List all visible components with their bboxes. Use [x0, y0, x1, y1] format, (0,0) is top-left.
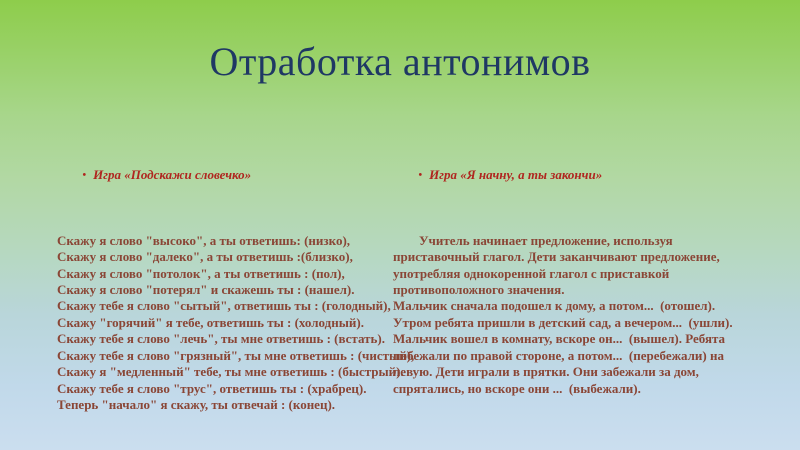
text-line: спрятались, но вскоре они ... (выбежали).	[393, 380, 641, 396]
bullet-icon: •	[81, 168, 86, 181]
slide-title: Отработка антонимов	[209, 39, 591, 84]
left-column-lines	[57, 232, 415, 413]
text-line: Скажу я слово "потерял" и скажешь ты : (нашел).	[57, 282, 355, 298]
text-line: Мальчик вошел в комнату, вскоре он... (вышел). Ребята	[393, 331, 726, 347]
text-line: Скажу я слово "высоко", а ты ответишь: (низко),	[57, 232, 351, 248]
right-game-heading-label: Игра «Я начну, а ты закончи»	[429, 167, 603, 183]
bullet-icon: •	[417, 168, 422, 181]
left-column	[57, 118, 415, 446]
text-line: Мальчик сначала подошел к дому, а потом... (отошел).	[393, 298, 716, 314]
right-column-lines	[393, 233, 793, 397]
left-game-heading	[57, 151, 393, 200]
text-line: Скажу "горячий" я тебе, ответишь ты : (холодный).	[57, 314, 364, 330]
text-line: Скажу тебе я слово "грязный", ты мне ответишь : (чистый),	[57, 347, 415, 363]
right-game-heading	[393, 151, 793, 200]
text-line: Скажу тебе я слово "сытый", ответишь ты : (голодный),	[57, 298, 391, 314]
text-line: Скажу я "медленный" тебе, ты мне ответишь : (быстрый).	[57, 364, 404, 380]
left-game-heading-label: Игра «Подскажи словечко»	[93, 167, 252, 183]
text-line: Скажу я слово "далеко", а ты ответишь :(близко),	[57, 249, 353, 265]
text-line: Скажу я слово "потолок", а ты ответишь : (пол),	[57, 265, 345, 281]
text-line: приставочный глагол. Дети заканчивают предложение,	[393, 249, 720, 265]
text-line: левую. Дети играли в прятки. Они забежали за дом,	[393, 364, 699, 380]
text-line: употребляя однокоренной глагол с приставкой	[393, 265, 670, 281]
text-line: побежали по правой стороне, а потом... (перебежали) на	[393, 347, 724, 363]
right-column	[393, 118, 793, 430]
text-line: Утром ребята пришли в детский сад, а вечером... (ушли).	[393, 314, 733, 330]
text-line: Скажу тебе я слово "трус", ответишь ты : (храбрец).	[57, 380, 367, 396]
text-line: противоположного значения.	[393, 282, 565, 298]
text-line: Скажу тебе я слово "лечь", ты мне ответишь : (встать).	[57, 331, 385, 347]
text-line: Учитель начинает предложение, используя	[393, 232, 673, 248]
text-line: Теперь "начало" я скажу, ты отвечай : (конец).	[57, 396, 336, 412]
